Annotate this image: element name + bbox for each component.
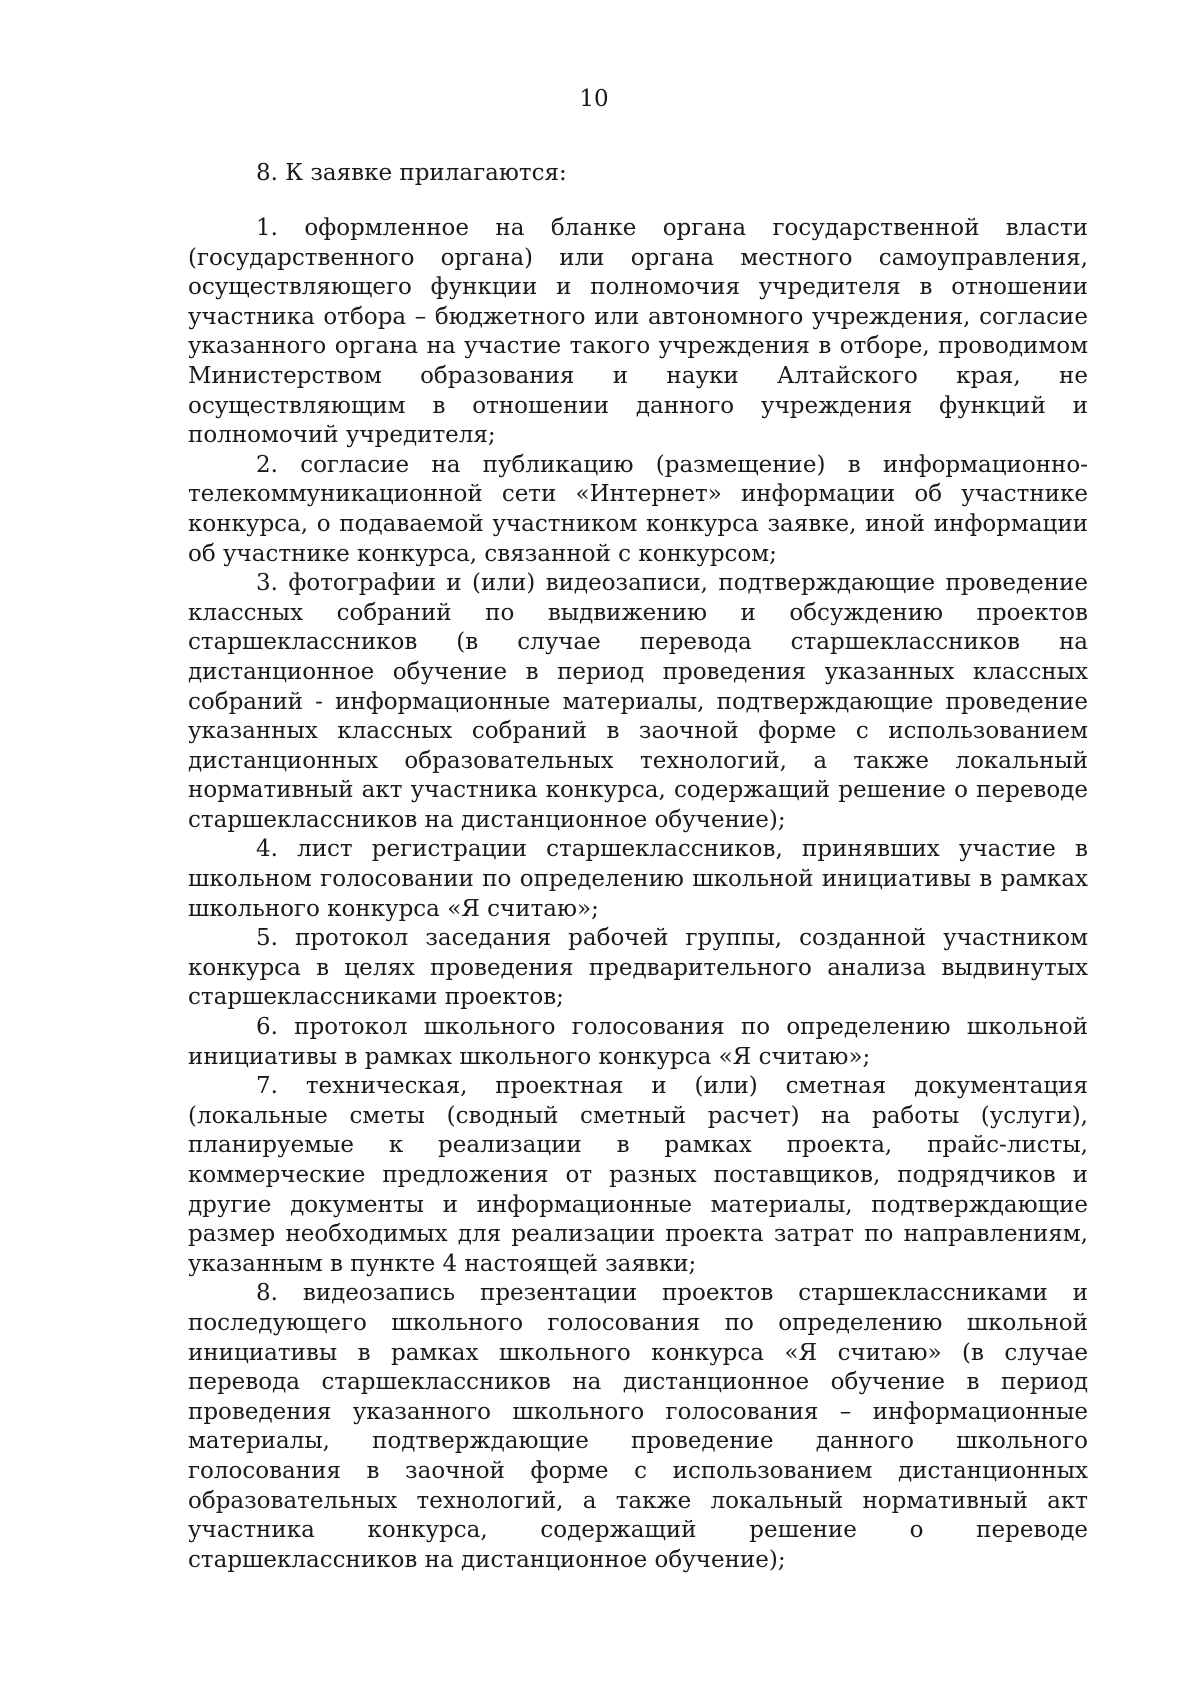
page-number: 10: [579, 86, 609, 112]
list-item: 4. лист регистрации старшеклассников, принявших участие в школьном голосовании по определению школьной инициативы в рамках школьного конкурса «Я считаю»;: [188, 836, 1088, 922]
list-item: 6. протокол школьного голосования по определению школьной инициативы в рамках школьного конкурса «Я считаю»;: [188, 1014, 1088, 1070]
list-item: 2. согласие на публикацию (размещение) в информационно-телекоммуникационной сети «Интернет» информации об участнике конкурса, о подаваемой участником конкурса заявке, иной информации об участнике конкурса, связанной с конкурсом;: [188, 451, 1088, 567]
attachments-list: [188, 214, 1088, 1575]
section-heading: 8. К заявке прилагаются:: [256, 160, 567, 186]
list-item: 3. фотографии и (или) видеозаписи, подтверждающие проведение классных собраний по выдвижению и обсуждению проектов старшеклассников (в случае перевода старшеклассников на дистанционное обучение в период проведения указанных классных собраний - информационные материалы, подтверждающие проведение указанных классных собраний в заочной форме с использованием дистанционных образовательных технологий, а также локальный нормативный акт участника конкурса, содержащий решение о переводе старшеклассников на дистанционное обучение);: [188, 570, 1088, 833]
list-item: 8. видеозапись презентации проектов старшеклассниками и последующего школьного голосования по определению школьной инициативы в рамках школьного конкурса «Я считаю» (в случае перевода старшеклассников на дистанционное обучение в период проведения указанного школьного голосования – информационные материалы, подтверждающие проведение данного школьного голосования в заочной форме с использованием дистанционных образовательных технологий, а также локальный нормативный акт участника конкурса, содержащий решение о переводе старшеклассников на дистанционное обучение);: [188, 1280, 1088, 1573]
list-item: 1. оформленное на бланке органа государственной власти (государственного органа) или органа местного самоуправления, осуществляющего функции и полномочия учредителя в отношении участника отбора – бюджетного или автономного учреждения, согласие указанного органа на участие такого учреждения в отборе, проводимом Министерством образования и науки Алтайского края, не осуществляющим в отношении данного учреждения функций и полномочий учредителя;: [188, 215, 1088, 449]
list-item: 7. техническая, проектная и (или) сметная документация (локальные сметы (сводный сметный расчет) на работы (услуги), планируемые к реализации в рамках проекта, прайс-листы, коммерческие предложения от разных поставщиков, подрядчиков и другие документы и информационные материалы, подтверждающие размер необходимых для реализации проекта затрат по направлениям, указанным в пункте 4 настоящей заявки;: [188, 1073, 1088, 1277]
list-item: 5. протокол заседания рабочей группы, созданной участником конкурса в целях проведения предварительного анализа выдвинутых старшеклассниками проектов;: [188, 925, 1088, 1011]
